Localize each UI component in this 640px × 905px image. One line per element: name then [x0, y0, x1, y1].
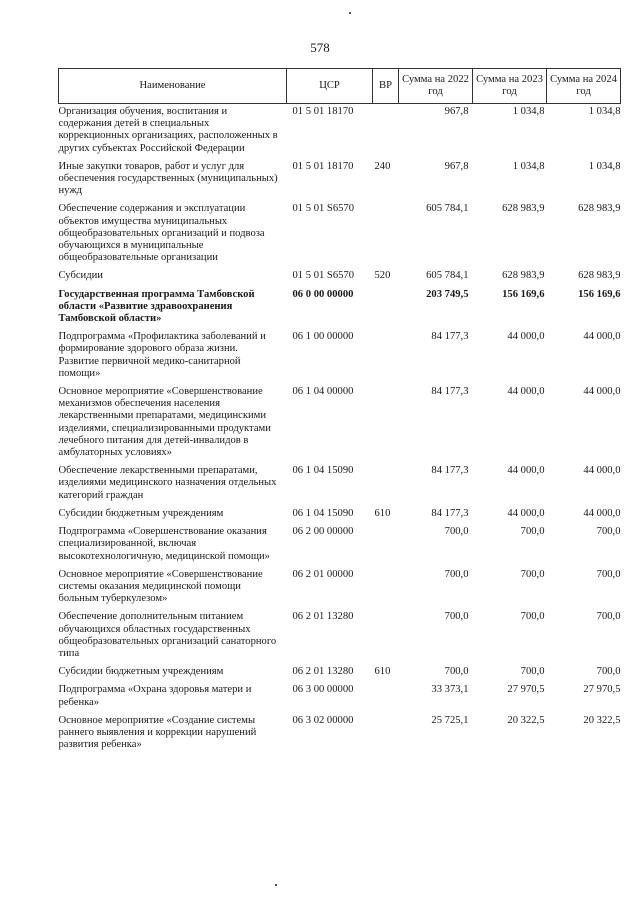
- row-sum-2022: 33 373,1: [431, 684, 469, 696]
- table-row: [59, 664, 621, 682]
- row-sum-2024: 156 169,6: [578, 288, 621, 300]
- row-csr: 06 2 00 00000: [292, 526, 354, 538]
- header-csr: ЦСР: [287, 69, 373, 104]
- row-sum-2023: 44 000,0: [507, 386, 545, 398]
- table-header-row: [59, 69, 621, 104]
- table-row: [59, 329, 621, 384]
- header-sum-2023: Сумма на 2023 год: [473, 69, 547, 104]
- row-sum-2024: 44 000,0: [583, 465, 621, 477]
- row-sum-2023: 700,0: [520, 526, 545, 538]
- row-vr: 520: [374, 270, 391, 282]
- row-name: Подпрограмма «Охрана здоровья матери и ребенка»: [58, 684, 252, 708]
- table-row-program: [59, 287, 621, 330]
- row-name: Основное мероприятие «Совершенствование системы оказания медицинской помощи больным туберкулезом»: [58, 568, 263, 605]
- row-vr: [373, 463, 399, 506]
- row-csr: 01 5 01 S6570: [292, 270, 355, 282]
- row-vr: [373, 104, 399, 159]
- row-csr: 06 2 01 13280: [292, 666, 354, 678]
- row-csr: 06 1 00 00000: [292, 331, 354, 343]
- row-sum-2022: 84 177,3: [431, 507, 469, 519]
- row-sum-2023: 44 000,0: [507, 331, 545, 343]
- row-sum-2024: 27 970,5: [583, 684, 621, 696]
- row-name: Обеспечение лекарственными препаратами, изделиями медицинского назначения отдельных категорий граждан: [58, 465, 277, 501]
- row-csr: 01 5 01 18170: [292, 106, 354, 117]
- row-sum-2024: 700,0: [596, 568, 621, 580]
- row-sum-2024: 44 000,0: [583, 386, 621, 398]
- row-sum-2024: 1 034,8: [588, 106, 621, 117]
- row-vr: 240: [374, 160, 391, 172]
- row-sum-2024: 628 983,9: [578, 270, 621, 282]
- row-sum-2024: 44 000,0: [583, 507, 621, 519]
- row-csr: 06 1 04 15090: [292, 507, 354, 519]
- page-number: 578: [310, 40, 330, 55]
- row-sum-2024: 1 034,8: [588, 160, 621, 172]
- row-csr: 01 5 01 S6570: [292, 203, 355, 215]
- header-name: Наименование: [59, 69, 287, 104]
- table-row: [59, 384, 621, 463]
- row-csr: 06 0 00 00000: [292, 288, 354, 300]
- row-vr: [373, 384, 399, 463]
- row-sum-2023: 156 169,6: [502, 288, 545, 300]
- row-sum-2023: 20 322,5: [507, 714, 545, 726]
- budget-table: [58, 68, 621, 755]
- row-sum-2023: 44 000,0: [507, 465, 545, 477]
- row-vr: [373, 287, 399, 330]
- table-row: [59, 201, 621, 268]
- table-row: [59, 609, 621, 664]
- row-sum-2022: 700,0: [444, 611, 469, 623]
- row-sum-2022: 203 749,5: [426, 288, 469, 300]
- row-sum-2024: 44 000,0: [583, 331, 621, 343]
- row-csr: 06 1 04 15090: [292, 465, 354, 477]
- row-name: Обеспечение содержания и эксплуатации объектов имущества муниципальных общеобразовательных организаций и подвоза обучающихся в муниципальные общеобразовательные организации: [58, 203, 265, 264]
- row-sum-2022: 700,0: [444, 526, 469, 538]
- row-sum-2022: 84 177,3: [431, 331, 469, 343]
- row-vr: [373, 713, 399, 756]
- row-sum-2023: 700,0: [520, 568, 545, 580]
- row-csr: 06 3 00 00000: [292, 684, 354, 696]
- row-vr: [373, 609, 399, 664]
- row-sum-2022: 700,0: [444, 666, 469, 678]
- row-sum-2023: 700,0: [520, 611, 545, 623]
- table-row: [59, 682, 621, 712]
- row-vr: [373, 567, 399, 610]
- header-vr: ВР: [373, 69, 399, 104]
- row-name: Субсидии бюджетным учреждениям: [58, 507, 224, 519]
- row-sum-2022: 605 784,1: [426, 270, 469, 282]
- row-sum-2023: 27 970,5: [507, 684, 545, 696]
- header-sum-2024: Сумма на 2024 год: [547, 69, 621, 104]
- row-sum-2024: 700,0: [596, 666, 621, 678]
- row-name: Государственная программа Тамбовской области «Развитие здравоохранения Тамбовской области»: [58, 288, 255, 325]
- row-vr: 610: [374, 507, 391, 519]
- row-sum-2023: 628 983,9: [502, 270, 545, 282]
- row-csr: 06 1 04 00000: [292, 386, 354, 398]
- row-vr: [373, 524, 399, 567]
- table-row: [59, 159, 621, 202]
- row-vr: [373, 682, 399, 712]
- row-sum-2024: 628 983,9: [578, 203, 621, 215]
- header-sum-2022: Сумма на 2022 год: [399, 69, 473, 104]
- row-sum-2022: 967,8: [444, 160, 469, 172]
- row-sum-2022: 25 725,1: [431, 714, 469, 726]
- row-sum-2022: 605 784,1: [426, 203, 469, 215]
- row-name: Подпрограмма «Профилактика заболеваний и формирование здорового образа жизни. Развитие первичной медико-санитарной помощи»: [58, 331, 266, 379]
- table-row: [59, 104, 621, 159]
- row-name: Иные закупки товаров, работ и услуг для обеспечения государственных (муниципальных) нужд: [58, 160, 278, 197]
- row-name: Организация обучения, воспитания и содержания детей в специальных коррекционных организациях, расположенных в других субъектах Российской Федерации: [58, 106, 278, 154]
- table-row: [59, 567, 621, 610]
- row-sum-2024: 700,0: [596, 526, 621, 538]
- row-name: Основное мероприятие «Совершенствование механизмов обеспечения населения лекарственными препаратами, медицинскими изделиями, специализированными продуктами лечебного питания для детей-инвалидов в амбулаторных условиях»: [58, 386, 271, 459]
- row-csr: 06 3 02 00000: [292, 714, 354, 726]
- table-row: [59, 524, 621, 567]
- row-name: Субсидии бюджетным учреждениям: [58, 666, 224, 678]
- row-sum-2023: 700,0: [520, 666, 545, 678]
- row-csr: 06 2 01 13280: [292, 611, 354, 623]
- row-csr: 01 5 01 18170: [292, 160, 354, 172]
- row-sum-2023: 1 034,8: [512, 106, 545, 117]
- table-row: [59, 268, 621, 286]
- row-vr: [373, 329, 399, 384]
- table-row: [59, 506, 621, 524]
- row-sum-2023: 1 034,8: [512, 160, 545, 172]
- row-name: Подпрограмма «Совершенствование оказания специализированной, включая высокотехнологичную, медицинской помощи»: [58, 526, 270, 562]
- row-sum-2022: 84 177,3: [431, 465, 469, 477]
- scan-dot: [275, 884, 277, 886]
- row-name: Основное мероприятие «Создание системы раннего выявления и коррекции нарушений развития ребенка»: [58, 714, 257, 751]
- row-csr: 06 2 01 00000: [292, 568, 354, 580]
- row-vr: 610: [374, 666, 391, 678]
- table-row: [59, 713, 621, 756]
- row-sum-2024: 20 322,5: [583, 714, 621, 726]
- row-sum-2024: 700,0: [596, 611, 621, 623]
- row-sum-2023: 628 983,9: [502, 203, 545, 215]
- row-name: Обеспечение дополнительным питанием обучающихся областных государственных общеобразовательных организаций санаторного типа: [58, 611, 277, 659]
- row-sum-2023: 44 000,0: [507, 507, 545, 519]
- scan-dot: [349, 12, 351, 14]
- row-vr: [373, 201, 399, 268]
- row-name: Субсидии: [58, 270, 103, 282]
- table-row: [59, 463, 621, 506]
- row-sum-2022: 700,0: [444, 568, 469, 580]
- row-sum-2022: 967,8: [444, 106, 469, 117]
- row-sum-2022: 84 177,3: [431, 386, 469, 398]
